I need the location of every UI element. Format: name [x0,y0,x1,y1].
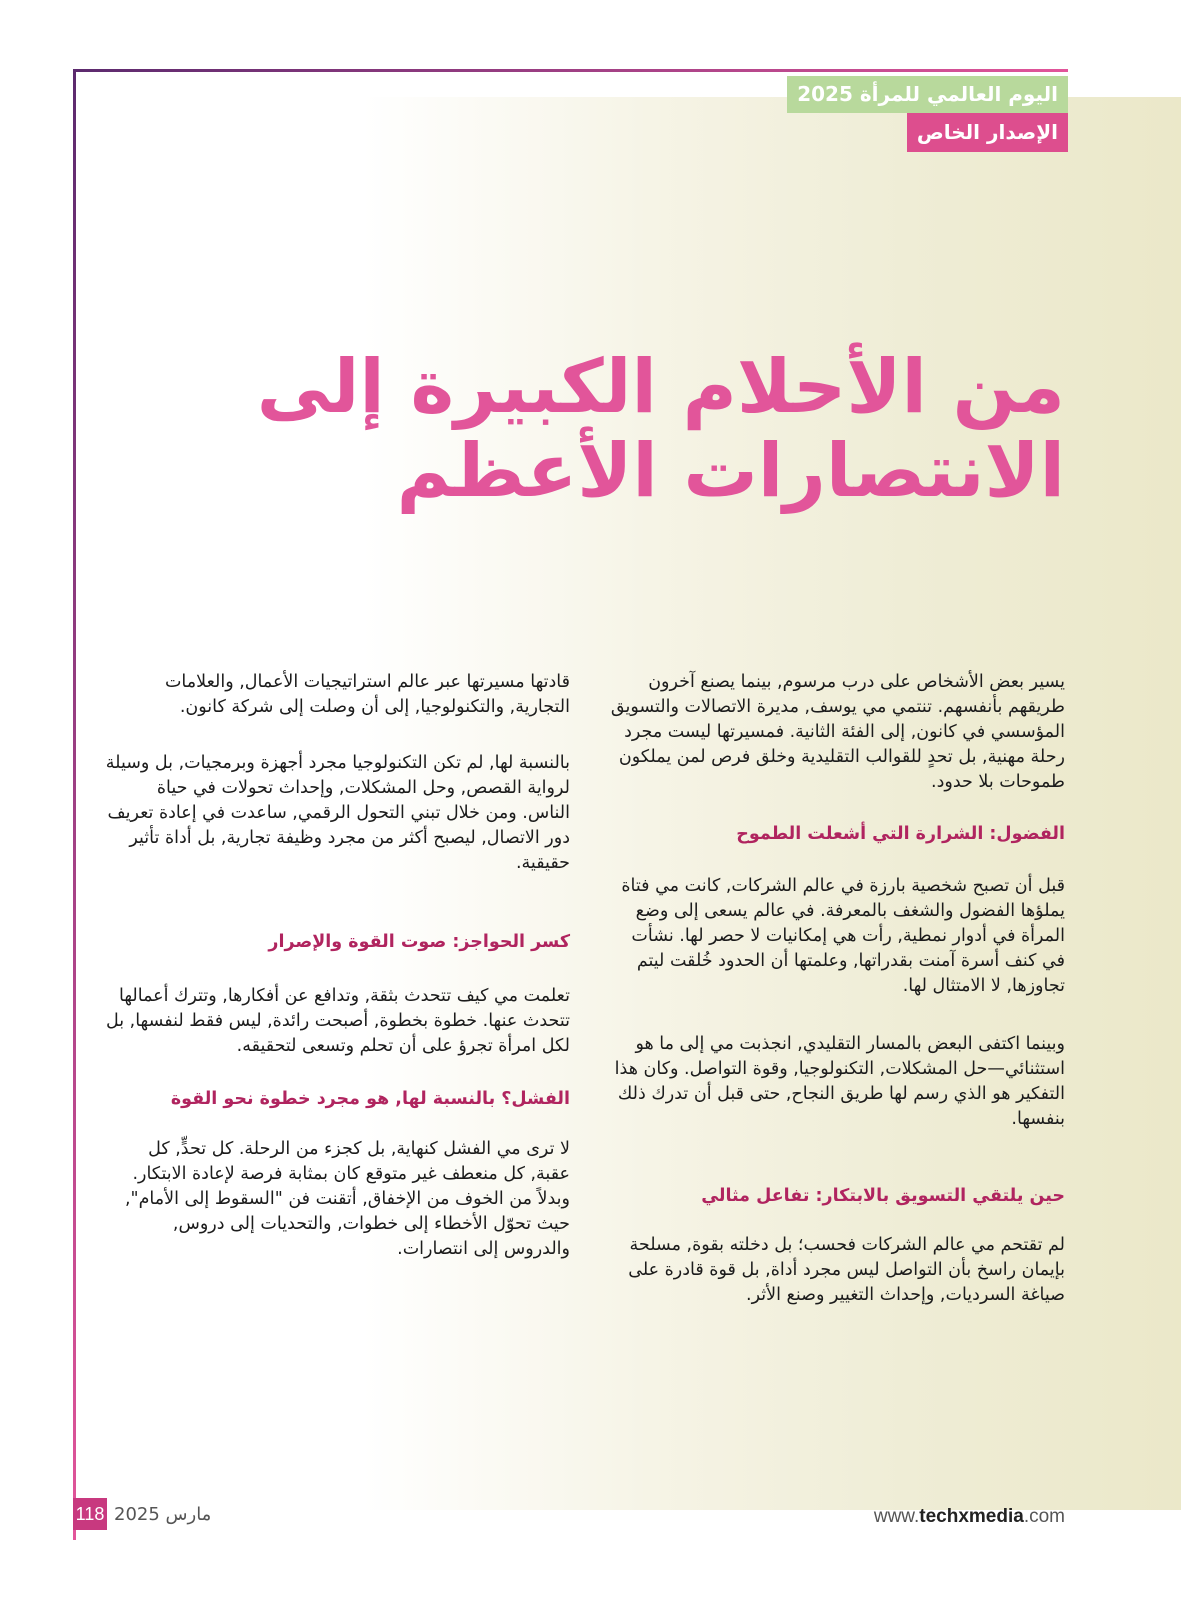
left-column [105,670,570,1262]
body-paragraph: لم تقتحم مي عالم الشركات فحسب؛ بل دخلته بقوة, مسلحة بإيمان راسخ بأن التواصل ليس مجرد أداة, بل قوة قادرة على صياغة السرديات, وإحداث التغيير وصنع الأثر. [628,1235,1065,1305]
edition-label: الإصدار الخاص [907,113,1068,152]
frame-left-rule [73,69,76,1540]
page-number-badge: 118 [73,1498,107,1530]
intro-paragraph: يسير بعض الأشخاص على درب مرسوم, بينما يصنع آخرون طريقهم بأنفسهم. تنتمي مي يوسف, مديرة الاتصالات والتسويق المؤسسي في كانون, إلى الفئة الثانية. فمسيرتها ليست مجرد رحلة مهنية, بل تحدٍ للقوالب التقليدية وخلق فرص لمن يملكون طموحات بلا حدود. [610,672,1065,792]
body-paragraph: قبل أن تصبح شخصية بارزة في عالم الشركات, كانت مي فتاة يملؤها الفضول والشغف بالمعرفة. في عالم يسعى إلى وضع المرأة في أدوار نمطية, رأت هي إمكانيات لا حصر لها. نشأت في كنف أسرة آمنت بقدراتها, وعلمتها أن الحدود خُلقت ليتم تجاوزها, لا الامتثال لها. [621,876,1065,996]
body-paragraph: تعلمت مي كيف تتحدث بثقة, وتدافع عن أفكارها, وتترك أعمالها تتحدث عنها. خطوة بخطوة, أصبحت رائدة, ليس فقط لنفسها, بل لكل امرأة تجرؤ على أن تحلم وتسعى لتحقيقه. [105,986,570,1056]
frame-top-rule [73,69,1068,72]
title-line-2: الانتصارات الأعظم [396,428,1065,514]
section-heading-breaking-barriers: كسر الحواجز: صوت القوة والإصرار [268,932,570,952]
right-column [603,670,1065,1308]
issue-date: مارس 2025 [114,1504,212,1525]
article-title [105,345,1065,513]
body-paragraph: لا ترى مي الفشل كنهاية, بل كجزء من الرحلة. كل تحدٍّ, كل عقبة, كل منعطف غير متوقع كان بمثابة فرصة لإعادة الابتكار. وبدلاً من الخوف من الإخفاق, أتقنت فن "السقوط إلى الأمام", حيث تحوّل الأخطاء إلى خطوات, والتحديات إلى دروس, والدروس إلى انتصارات. [124,1139,570,1259]
title-line-1: من الأحلام الكبيرة إلى [256,344,1065,430]
body-paragraph: وبينما اكتفى البعض بالمسار التقليدي, انجذبت مي إلى ما هو استثنائي—حل المشكلات, التكنولوجيا, وقوة التواصل. وكان هذا التفكير هو الذي رسم لها طريق النجاح, حتى قبل أن تدرك ذلك بنفسها. [614,1034,1065,1129]
website-prefix: www. [873,1506,920,1527]
website-suffix: .com [1023,1506,1065,1527]
event-label: اليوم العالمي للمرأة 2025 [787,76,1068,113]
website-url [874,1502,1065,1532]
section-heading-marketing-innovation: حين يلتقي التسويق بالابتكار: تفاعل مثالي [701,1186,1065,1206]
section-heading-curiosity: الفضول: الشرارة التي أشعلت الطموح [736,824,1065,844]
section-heading-failure: الفشل؟ بالنسبة لها, هو مجرد خطوة نحو القوة [170,1089,570,1109]
body-paragraph: بالنسبة لها, لم تكن التكنولوجيا مجرد أجهزة وبرمجيات, بل وسيلة لرواية القصص, وحل المشكلات, وإحداث تحولات في حياة الناس. ومن خلال تبني التحول الرقمي, ساعدت في إعادة تعريف دور الاتصال, ليصبح أكثر من مجرد وظيفة تجارية, بل أداة تأثير حقيقية. [105,753,570,873]
body-paragraph: قادتها مسيرتها عبر عالم استراتيجيات الأعمال, والعلامات التجارية, والتكنولوجيا, إلى أن وصلت إلى شركة كانون. [164,672,570,717]
website-brand: techxmedia [919,1506,1024,1527]
